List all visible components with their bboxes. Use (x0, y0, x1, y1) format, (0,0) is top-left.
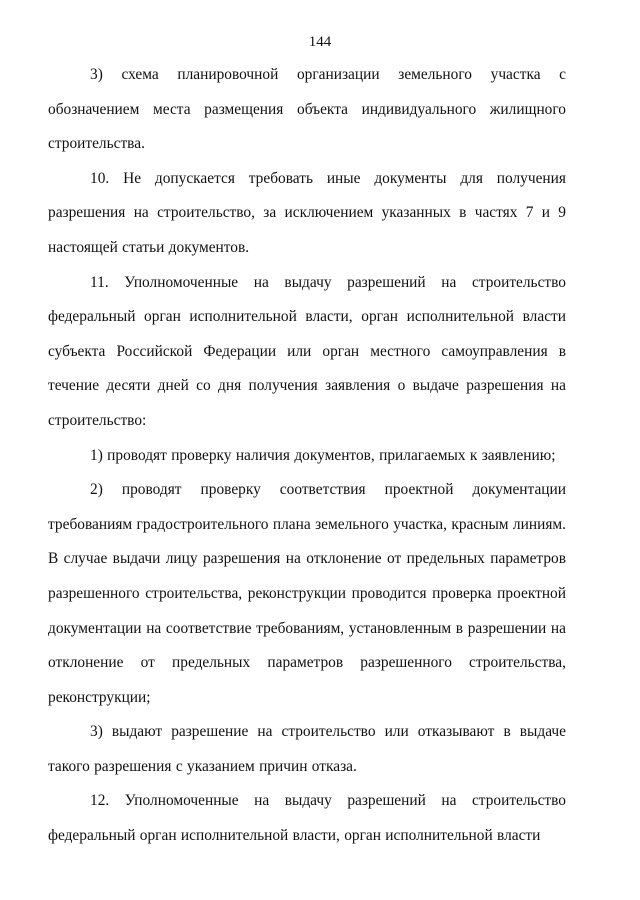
paragraph-item-1-check-documents: 1) проводят проверку наличия документов, прилагаемых к заявлению; (90, 446, 556, 464)
paragraph-part-11: 11. Уполномоченные на выдачу разрешений на строительство федеральный орган исполнительной власти, орган исполнительной власти субъекта Российской Федерации или орган местного самоуправления в течение десяти дней со дня получения заявления о выдаче разрешения на строительство: (48, 273, 566, 429)
page-number: 144 (308, 34, 332, 50)
paragraph-part-10: 10. Не допускается требовать иные документы для получения разрешения на строительство, за исключением указанных в частях 7 и 9 настоящей статьи документов. (48, 169, 566, 256)
paragraph-item-2-check-compliance: 2) проводят проверку соответствия проектной документации требованиям градостроительного плана земельного участка, красным линиям. В случае выдачи лицу разрешения на отклонение от предельных параметров разрешенного строительства, реконструкции проводится проверка проектной документации на соответствие требованиям, установленным в разрешении на отклонение от предельных параметров разрешенного строительства, реконструкции; (48, 481, 566, 706)
paragraph-part-12: 12. Уполномоченные на выдачу разрешений на строительство федеральный орган исполнительной власти, орган исполнительной власти (48, 792, 566, 845)
paragraph-item-3-issue-permit: 3) выдают разрешение на строительство или отказывают в выдаче такого разрешения с указанием причин отказа. (48, 723, 566, 775)
paragraph-item-3-site-plan: 3) схема планировочной организации земельного участка с обозначением места размещения объекта индивидуального жилищного строительства. (48, 66, 566, 153)
document-body (48, 58, 566, 854)
